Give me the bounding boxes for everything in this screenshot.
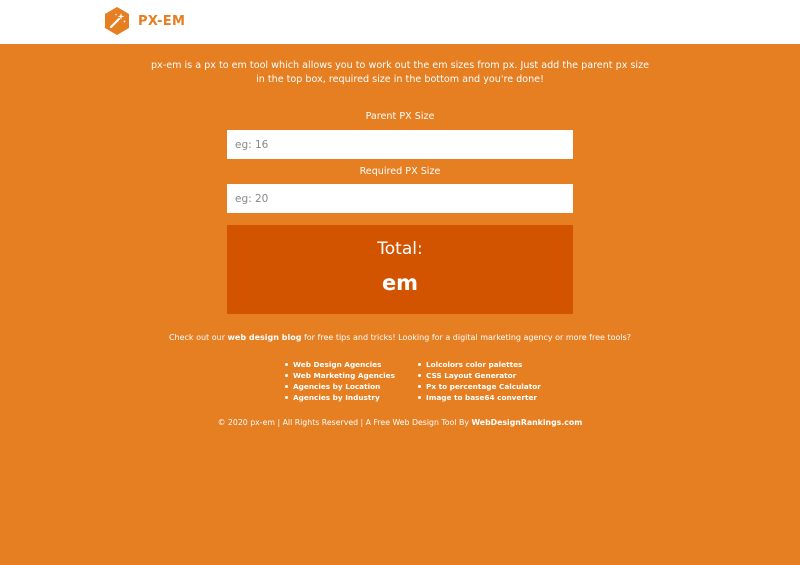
result-box [227,225,573,314]
intro-line-2: in the top box, required size in the bottom and you're done! [256,74,544,85]
total-label: Total: [377,239,423,259]
promo-prefix: Check out our [168,333,228,342]
intro-text [150,59,650,87]
site-header [0,0,800,44]
promo-suffix: for free tips and tricks! Looking for a digital marketing agency or more free tools? [301,333,632,342]
magic-wand-icon [102,6,132,36]
link-web-marketing-agencies[interactable]: Web Marketing Agencies [283,370,395,381]
web-design-blog-link[interactable]: web design blog [227,333,302,342]
parent-px-input[interactable] [227,130,573,159]
link-agencies-by-location[interactable]: Agencies by Location [283,381,395,392]
site-footer [100,418,700,427]
link-image-to-base64[interactable]: Image to base64 converter [416,392,541,403]
parent-px-label: Parent PX Size [365,111,435,122]
link-lolcolors[interactable]: Lolcolors color palettes [416,359,541,370]
link-web-design-agencies[interactable]: Web Design Agencies [283,359,395,370]
total-value: em [381,271,419,295]
site-title: PX-EM [138,13,186,29]
webdesignrankings-link[interactable]: WebDesignRankings.com [471,418,583,427]
site-logo[interactable] [102,6,185,36]
link-px-to-percentage[interactable]: Px to percentage Calculator [416,381,541,392]
links-list-left [283,359,395,403]
intro-line-1: px-em is a px to em tool which allows you to work out the em sizes from px. Just add the parent px size [150,60,650,71]
required-px-input[interactable] [227,184,573,213]
footer-text: © 2020 px-em | All Rights Reserved | A Free Web Design Tool By [217,418,472,427]
promo-text [100,333,700,342]
links-list-right [416,359,541,403]
link-css-layout-generator[interactable]: CSS Layout Generator [416,370,541,381]
required-px-label: Required PX Size [359,166,441,177]
link-agencies-by-industry[interactable]: Agencies by Industry [283,392,395,403]
